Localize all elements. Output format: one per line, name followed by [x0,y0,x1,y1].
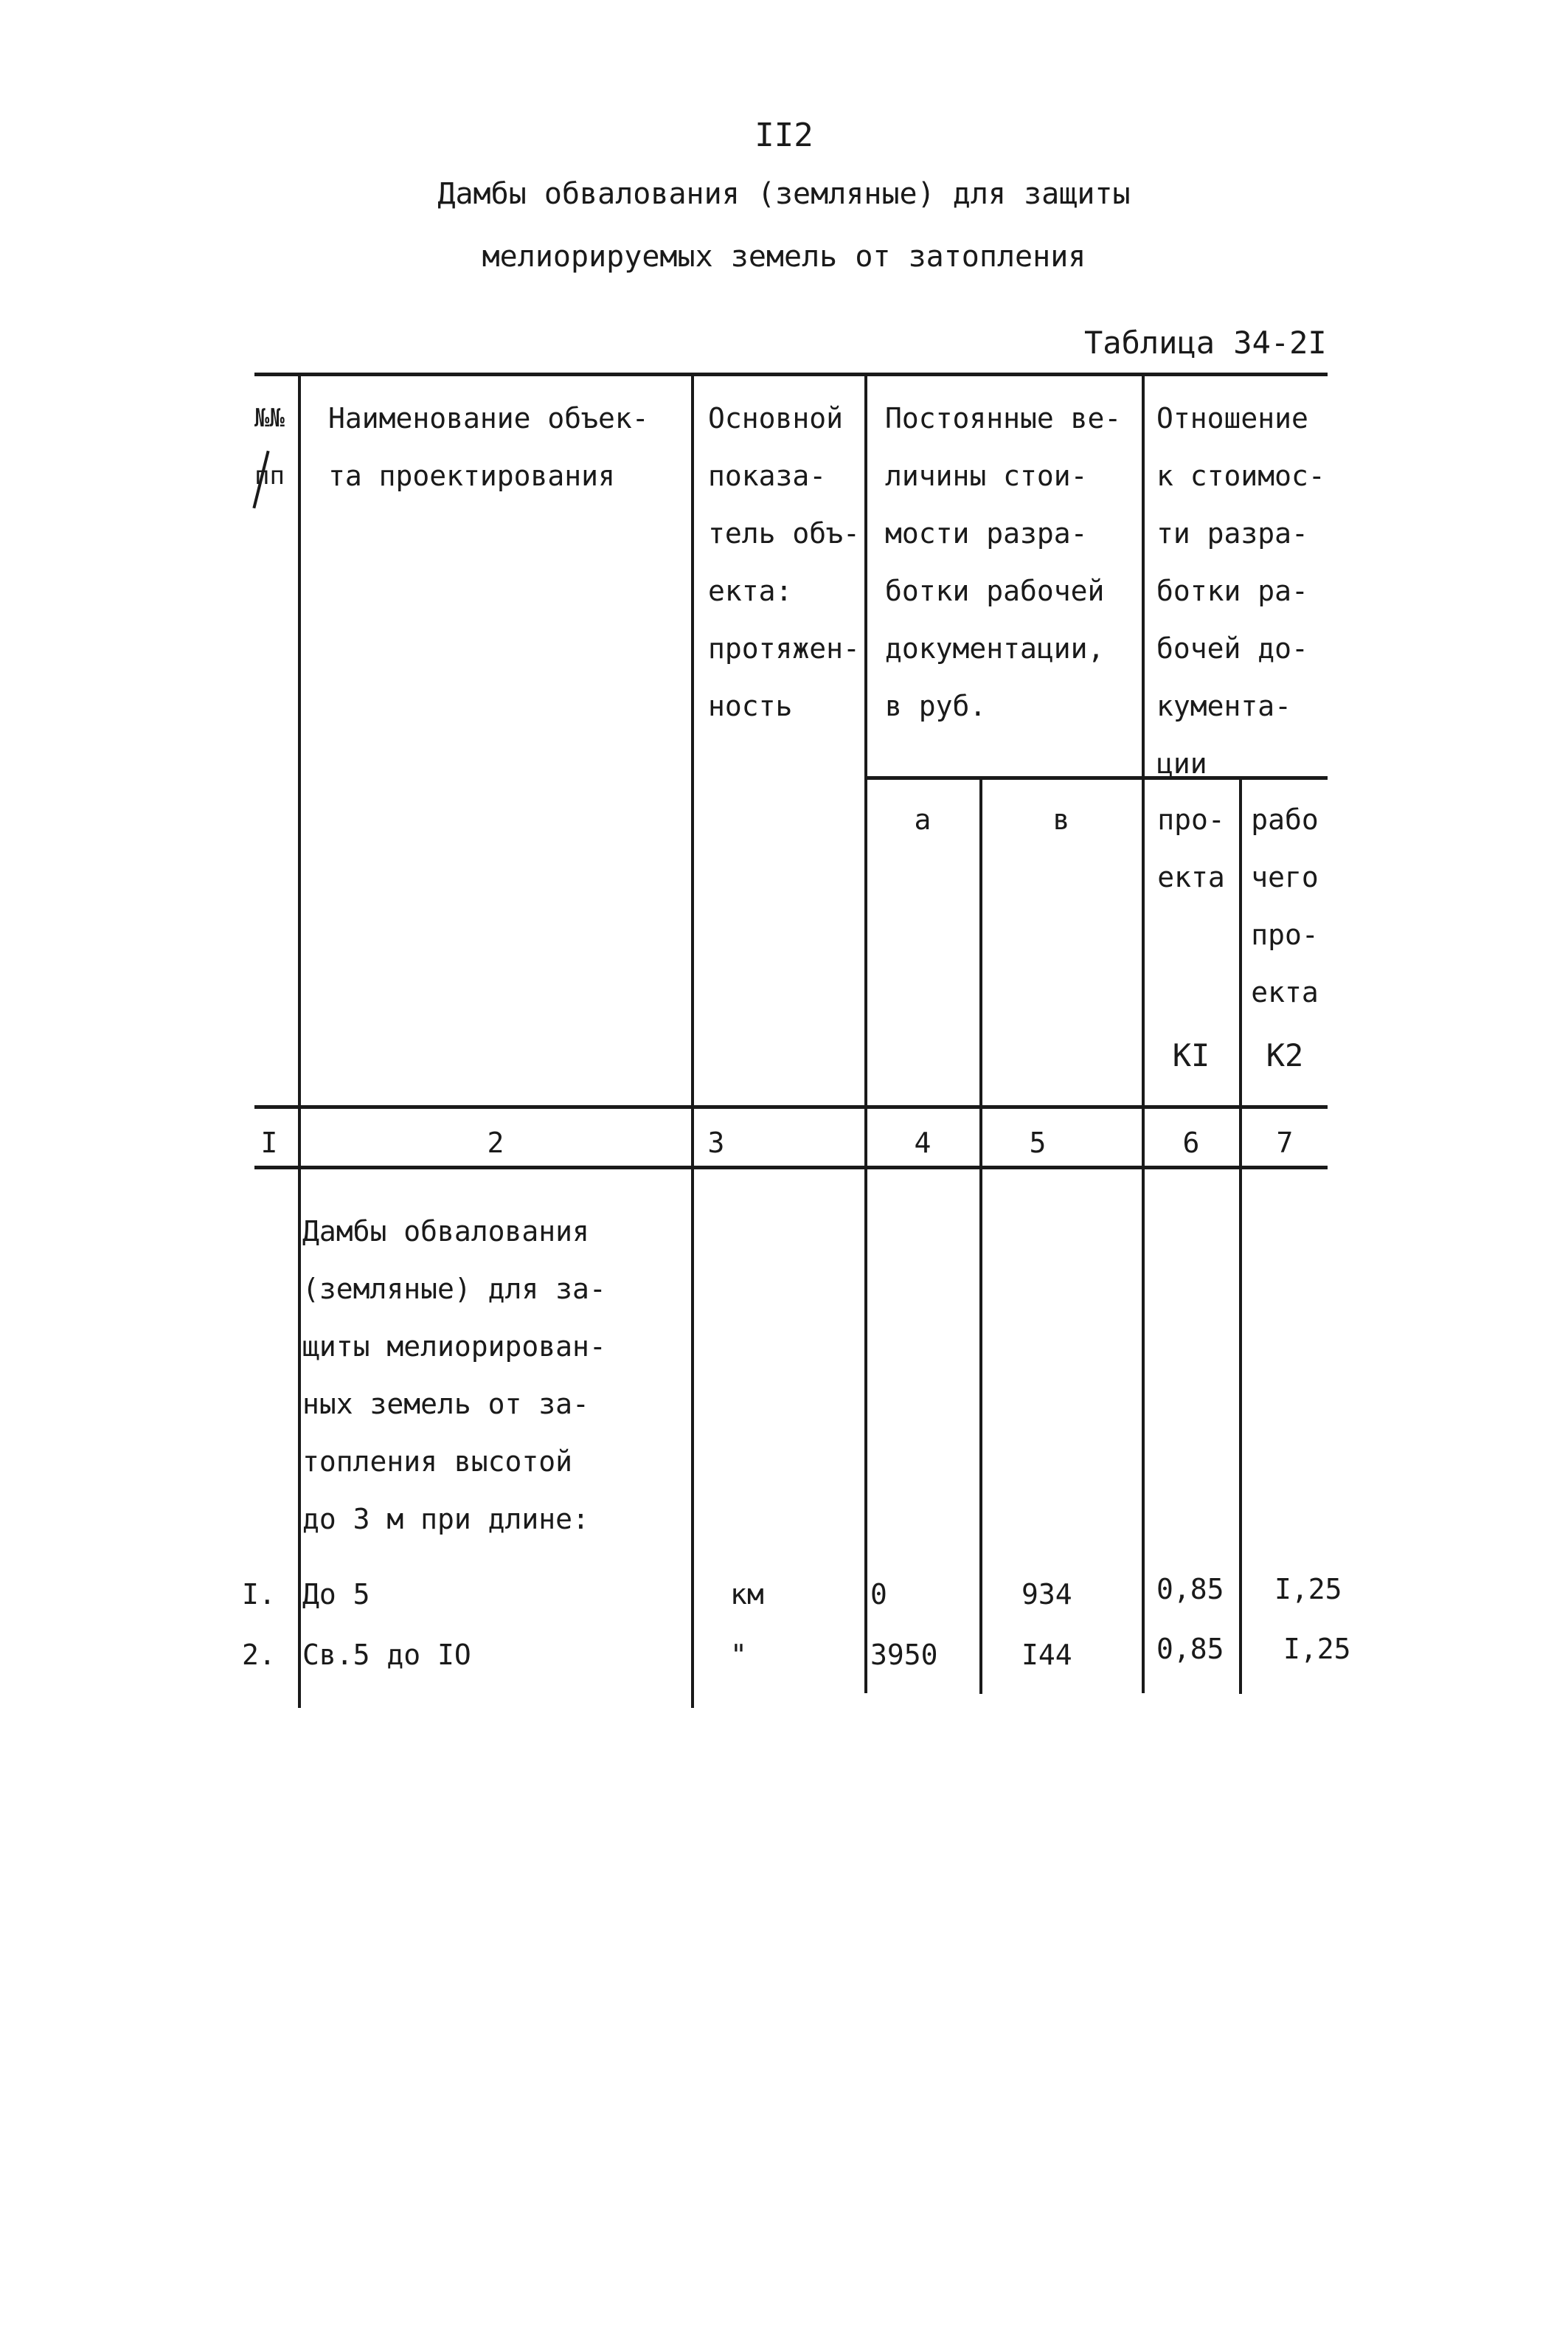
row-number: 2. [242,1639,276,1671]
col-divider-1 [298,373,301,1708]
header-col45-constants: Постоянные ве- личины стои- мости разра- ботки рабочей документации, в руб. [885,402,1122,722]
header-col6-project: про- екта [1157,803,1225,893]
column-number-5: 5 [1029,1127,1047,1159]
col-divider-3 [864,373,867,1693]
header-col2-name: Наименование объек- та проектирования [328,402,649,492]
row-value-a: 0 [870,1578,887,1611]
column-number-6: 6 [1182,1127,1200,1159]
header-col3-indicator: Основной показа- тель объ- екта: протяжен- ность [708,402,860,722]
title-line-2: мелиорируемых земель от затопления [482,240,1086,274]
table-top-rule [254,373,1328,376]
row-name: Св.5 до IO [302,1639,471,1671]
row-value-k2: I,25 [1283,1633,1351,1665]
title-line-1: Дамбы обвалования (земляные) для защиты [437,177,1131,211]
header-bottom-rule [254,1105,1328,1109]
header-col1-number: №№ пп [254,404,285,491]
row-number: I. [242,1578,276,1611]
row-value-b: 934 [1021,1578,1072,1611]
row-unit: " [730,1639,747,1671]
row-value-b: I44 [1021,1639,1072,1671]
row-value-k1: 0,85 [1156,1573,1224,1605]
column-number-4: 4 [914,1127,932,1159]
col-divider-2 [691,373,694,1708]
header-col67-ratio: Отношение к стоимос- ти разра- ботки ра- бочей до- кумента- ции [1156,402,1325,780]
column-number-7: 7 [1276,1127,1294,1159]
row-name: До 5 [302,1578,370,1611]
header-col4-a: а [914,803,932,836]
row-unit: км [730,1578,764,1611]
header-k1-label: KI [1172,1037,1210,1073]
column-number-3: 3 [707,1127,725,1159]
column-number-1: I [260,1127,278,1159]
page-number: II2 [754,117,814,154]
table-caption: Таблица 34-2I [1084,325,1327,361]
header-col5-b: в [1052,803,1070,836]
col-divider-4 [979,776,982,1694]
header-col7-working-project: рабо чего про- екта [1251,803,1319,1009]
row-value-k1: 0,85 [1156,1633,1224,1665]
row-value-k2: I,25 [1274,1573,1342,1605]
column-number-2: 2 [487,1127,504,1159]
header-k2-label: K2 [1266,1037,1304,1073]
row-value-a: 3950 [870,1639,938,1671]
group-description: Дамбы обвалования (земляные) для за- щиты мелиорирован- ных земель от за- топления высотой до 3 м при длине: [302,1215,606,1535]
